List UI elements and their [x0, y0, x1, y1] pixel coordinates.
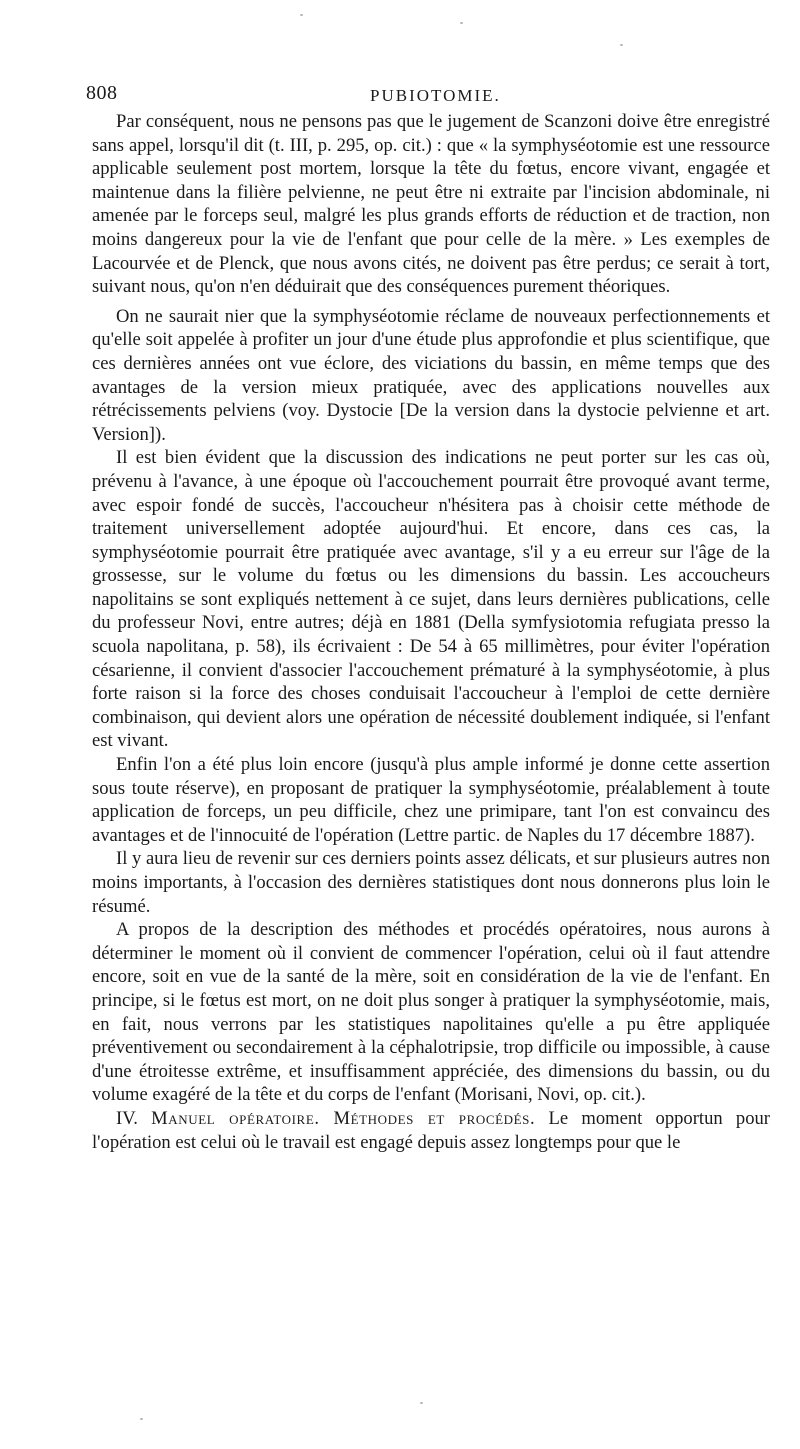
page-header [86, 82, 776, 110]
paragraph-2: On ne saurait nier que la symphyséotomie réclame de nouveaux perfectionnements et qu'elle soit appelée à profiter un jour d'une étude plus approfondie et plus scientifique, que ces dernières années ont vue éclore, des viciations du bassin, en même temps que des avantages de la version mieux pratiquée, avec des applications nouvelles aux rétrécissements pelviens (voy. Dystocie [De la version dans la dystocie pelvienne et art. Version]). [92, 305, 770, 445]
paragraph-1: Par conséquent, nous ne pensons pas que le jugement de Scanzoni doive être enregistré sans appel, lorsqu'il dit (t. III, p. 295, op. cit.) : que « la symphyséotomie est une ressource applicable seulement post mortem, lorsque la tête du fœtus, encore vivant, engagée et maintenue dans la filière pelvienne, ne peut être ni extraite par l'incision abdominale, ni amenée par le forceps seul, malgré les plus grands efforts de réduction et de traction, non moins dangereux pour la vie de l'enfant que pour celle de la mère. » Les exemples de Lacourvée et de Plenck, que nous avons cités, ne doivent pas être perdus; ce serait à tort, suivant nous, qu'on n'en déduirait que des conséquences purement théoriques. [92, 111, 770, 298]
page-number: 808 [86, 82, 118, 104]
paragraph-3: Il est bien évident que la discussion des indications ne peut porter sur les cas où, prévenu à l'avance, à une époque où l'accouchement pourrait être provoqué avant terme, avec espoir fondé de succès, l'accoucheur n'hésitera pas à choisir cette méthode de traitement universellement adoptée aujourd'hui. Et encore, dans ces cas, la symphyséotomie pourrait être pratiquée avec avantage, s'il y a eu erreur sur l'âge de la grossesse, sur le volume du fœtus ou les dimensions du bassin. Les accoucheurs napolitains se sont expliqués nettement à ce sujet, dans leurs dernières publications, celle du professeur Novi, entre autres; déjà en 1881 (Della symfysiotomia refugiata presso la scuola napolitana, p. 58), ils écrivaient : De 54 à 65 millimètres, pour éviter l'opération césarienne, il convient d'associer l'accouchement prématuré à la symphyséotomie, à plus forte raison si la force des choses conduisait l'accoucheur à l'emploi de cette dernière combinaison, qui devient alors une opération de nécessité doublement indiquée, si l'enfant est vivant. [92, 447, 770, 752]
paragraph-5: Il y aura lieu de revenir sur ces derniers points assez délicats, et sur plusieurs autres non moins importants, à l'occasion des dernières statistiques dont nous donnerons plus loin le résumé. [92, 848, 770, 917]
body-text [92, 110, 770, 1154]
scan-speck [460, 22, 463, 24]
paragraph-4: Enfin l'on a été plus loin encore (jusqu'à plus ample informé je donne cette assertion sous toute réserve), en proposant de pratiquer la symphyséotomie, préalablement à toute application de forceps, un peu difficile, chez une primipare, tant l'on est convaincu des avantages et de l'innocuité de l'opération (Lettre partic. de Naples du 17 décembre 1887). [92, 754, 770, 846]
scan-speck [420, 1402, 423, 1404]
scan-speck [140, 1418, 143, 1420]
section-number: IV. [116, 1107, 138, 1129]
scan-speck [620, 44, 623, 46]
scan-speck [300, 14, 303, 16]
paragraph-6: A propos de la description des méthodes et procédés opératoires, nous aurons à déterminer le moment où il convient de commencer l'opération, celui où il faut attendre encore, soit en vue de la santé de la mère, soit en considération de la vie de l'enfant. En principe, si le fœtus est mort, on ne doit plus songer à pratiquer la symphyséotomie, mais, en fait, nous verrons par les statistiques napolitaines qu'elle a pu être appliquée préventivement ou secondairement à la céphalotripsie, trop difficile ou impossible, à cause d'une étroitesse extrême, et insuffisamment appréciée, des dimensions du bassin, ou du volume exagéré de la tête et du corps de l'enfant (Morisani, Novi, op. cit.). [92, 919, 770, 1106]
running-title: PUBIOTOMIE. [370, 86, 501, 105]
section-paragraph [92, 1107, 770, 1154]
section-text: Le moment opportun pour l'opération est celui où le travail est engagé depuis assez longtemps pour que le [92, 1107, 771, 1153]
section-heading: Manuel opératoire. Méthodes et procédés. [151, 1107, 536, 1129]
